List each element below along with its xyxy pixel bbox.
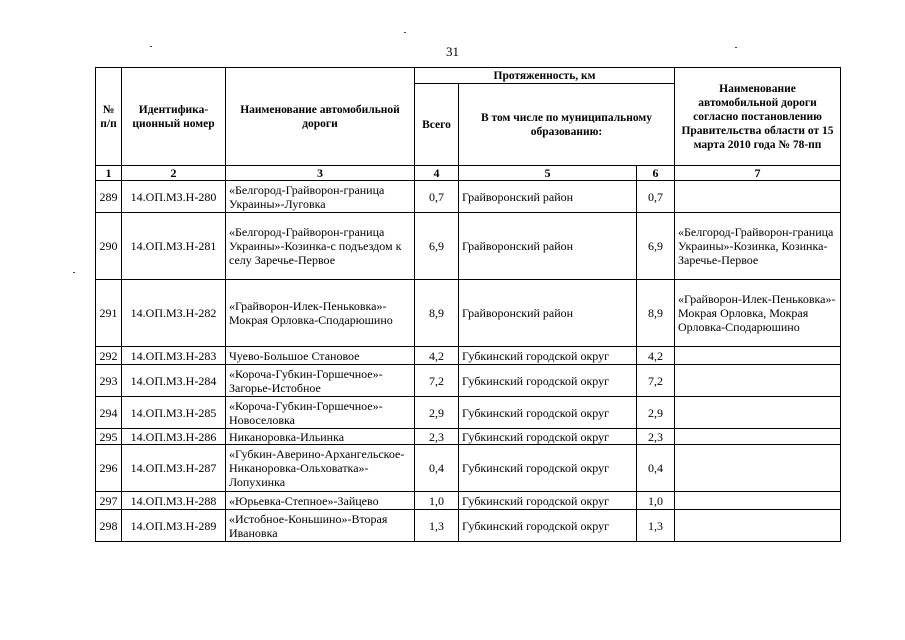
legacy-road-name (675, 510, 841, 542)
scan-speck (735, 47, 737, 48)
municipality-name: Грайворонский район (459, 213, 637, 280)
road-id: 14.ОП.МЗ.Н-280 (122, 181, 226, 213)
length-municipal: 2,9 (637, 397, 675, 429)
table-row (96, 181, 841, 213)
scan-speck (150, 46, 152, 47)
length-total: 2,9 (415, 397, 459, 429)
legacy-road-name (675, 365, 841, 397)
row-number: 297 (96, 492, 122, 510)
length-municipal: 0,7 (637, 181, 675, 213)
table-row (96, 365, 841, 397)
length-total: 6,9 (415, 213, 459, 280)
scan-speck (73, 272, 75, 273)
length-municipal: 4,2 (637, 347, 675, 365)
legacy-road-name (675, 492, 841, 510)
legacy-road-name (675, 445, 841, 492)
road-name: Никаноровка-Ильинка (226, 429, 415, 445)
legacy-road-name (675, 429, 841, 445)
road-name: «Губкин-Аверино-Архангельское-Никаноровка-Ольховатка»-Лопухинка (226, 445, 415, 492)
legacy-road-name (675, 397, 841, 429)
row-number: 295 (96, 429, 122, 445)
header-no: № п/п (96, 68, 122, 166)
municipality-name: Грайворонский район (459, 181, 637, 213)
table-row (96, 213, 841, 280)
row-number: 293 (96, 365, 122, 397)
length-total: 7,2 (415, 365, 459, 397)
table-row (96, 280, 841, 347)
road-name: «Белгород-Грайворон-граница Украины»-Козинка-с подъездом к селу Заречье-Первое (226, 213, 415, 280)
municipality-name: Губкинский городской округ (459, 429, 637, 445)
header-legacy-name: Наименование автомобильной дороги согласно постановлению Правительства области от 15 марта 2010 года № 78-пп (675, 68, 841, 166)
length-municipal: 2,3 (637, 429, 675, 445)
header-municipal: В том числе по муниципальному образованию: (459, 84, 675, 166)
table-row (96, 429, 841, 445)
header-id: Идентифика-ционный номер (122, 68, 226, 166)
length-municipal: 6,9 (637, 213, 675, 280)
index-cell: 3 (226, 166, 415, 181)
roads-table (95, 67, 841, 542)
municipality-name: Губкинский городской округ (459, 445, 637, 492)
municipality-name: Губкинский городской округ (459, 492, 637, 510)
row-number: 290 (96, 213, 122, 280)
road-name: «Белгород-Грайворон-граница Украины»-Луговка (226, 181, 415, 213)
table-row (96, 397, 841, 429)
length-total: 8,9 (415, 280, 459, 347)
row-number: 294 (96, 397, 122, 429)
scan-speck (404, 32, 406, 33)
index-cell: 6 (637, 166, 675, 181)
legacy-road-name (675, 347, 841, 365)
legacy-road-name (675, 181, 841, 213)
road-id: 14.ОП.МЗ.Н-289 (122, 510, 226, 542)
page-number: 31 (446, 44, 459, 59)
header-road-name: Наименование автомобильной дороги (226, 68, 415, 166)
index-cell: 5 (459, 166, 637, 181)
length-municipal: 7,2 (637, 365, 675, 397)
legacy-road-name: «Белгород-Грайворон-граница Украины»-Козинка, Козинка-Заречье-Первое (675, 213, 841, 280)
length-total: 0,4 (415, 445, 459, 492)
length-municipal: 8,9 (637, 280, 675, 347)
header-length-group: Протяженность, км (415, 68, 675, 84)
index-cell: 7 (675, 166, 841, 181)
legacy-road-name: «Грайворон-Илек-Пеньковка»-Мокрая Орловка, Мокрая Орловка-Сподарюшино (675, 280, 841, 347)
table-row (96, 445, 841, 492)
road-id: 14.ОП.МЗ.Н-286 (122, 429, 226, 445)
row-number: 298 (96, 510, 122, 542)
road-name: «Юрьевка-Степное»-Зайцево (226, 492, 415, 510)
municipality-name: Губкинский городской округ (459, 397, 637, 429)
table-row (96, 492, 841, 510)
index-cell: 2 (122, 166, 226, 181)
length-total: 4,2 (415, 347, 459, 365)
road-id: 14.ОП.МЗ.Н-284 (122, 365, 226, 397)
index-cell: 1 (96, 166, 122, 181)
road-id: 14.ОП.МЗ.Н-281 (122, 213, 226, 280)
municipality-name: Губкинский городской округ (459, 347, 637, 365)
row-number: 289 (96, 181, 122, 213)
length-total: 1,0 (415, 492, 459, 510)
road-name: «Истобное-Коньшино»-Вторая Ивановка (226, 510, 415, 542)
row-number: 292 (96, 347, 122, 365)
length-municipal: 0,4 (637, 445, 675, 492)
row-number: 291 (96, 280, 122, 347)
road-name: «Грайворон-Илек-Пеньковка»-Мокрая Орловка-Сподарюшино (226, 280, 415, 347)
road-name: Чуево-Большое Становое (226, 347, 415, 365)
row-number: 296 (96, 445, 122, 492)
length-total: 2,3 (415, 429, 459, 445)
header-total: Всего (415, 84, 459, 166)
table-row (96, 347, 841, 365)
length-total: 1,3 (415, 510, 459, 542)
road-id: 14.ОП.МЗ.Н-288 (122, 492, 226, 510)
municipality-name: Грайворонский район (459, 280, 637, 347)
road-name: «Короча-Губкин-Горшечное»-Загорье-Истобное (226, 365, 415, 397)
road-id: 14.ОП.МЗ.Н-282 (122, 280, 226, 347)
road-id: 14.ОП.МЗ.Н-287 (122, 445, 226, 492)
municipality-name: Губкинский городской округ (459, 510, 637, 542)
length-municipal: 1,0 (637, 492, 675, 510)
table-row (96, 510, 841, 542)
length-total: 0,7 (415, 181, 459, 213)
length-municipal: 1,3 (637, 510, 675, 542)
road-id: 14.ОП.МЗ.Н-285 (122, 397, 226, 429)
index-cell: 4 (415, 166, 459, 181)
road-name: «Короча-Губкин-Горшечное»-Новоселовка (226, 397, 415, 429)
road-id: 14.ОП.МЗ.Н-283 (122, 347, 226, 365)
municipality-name: Губкинский городской округ (459, 365, 637, 397)
